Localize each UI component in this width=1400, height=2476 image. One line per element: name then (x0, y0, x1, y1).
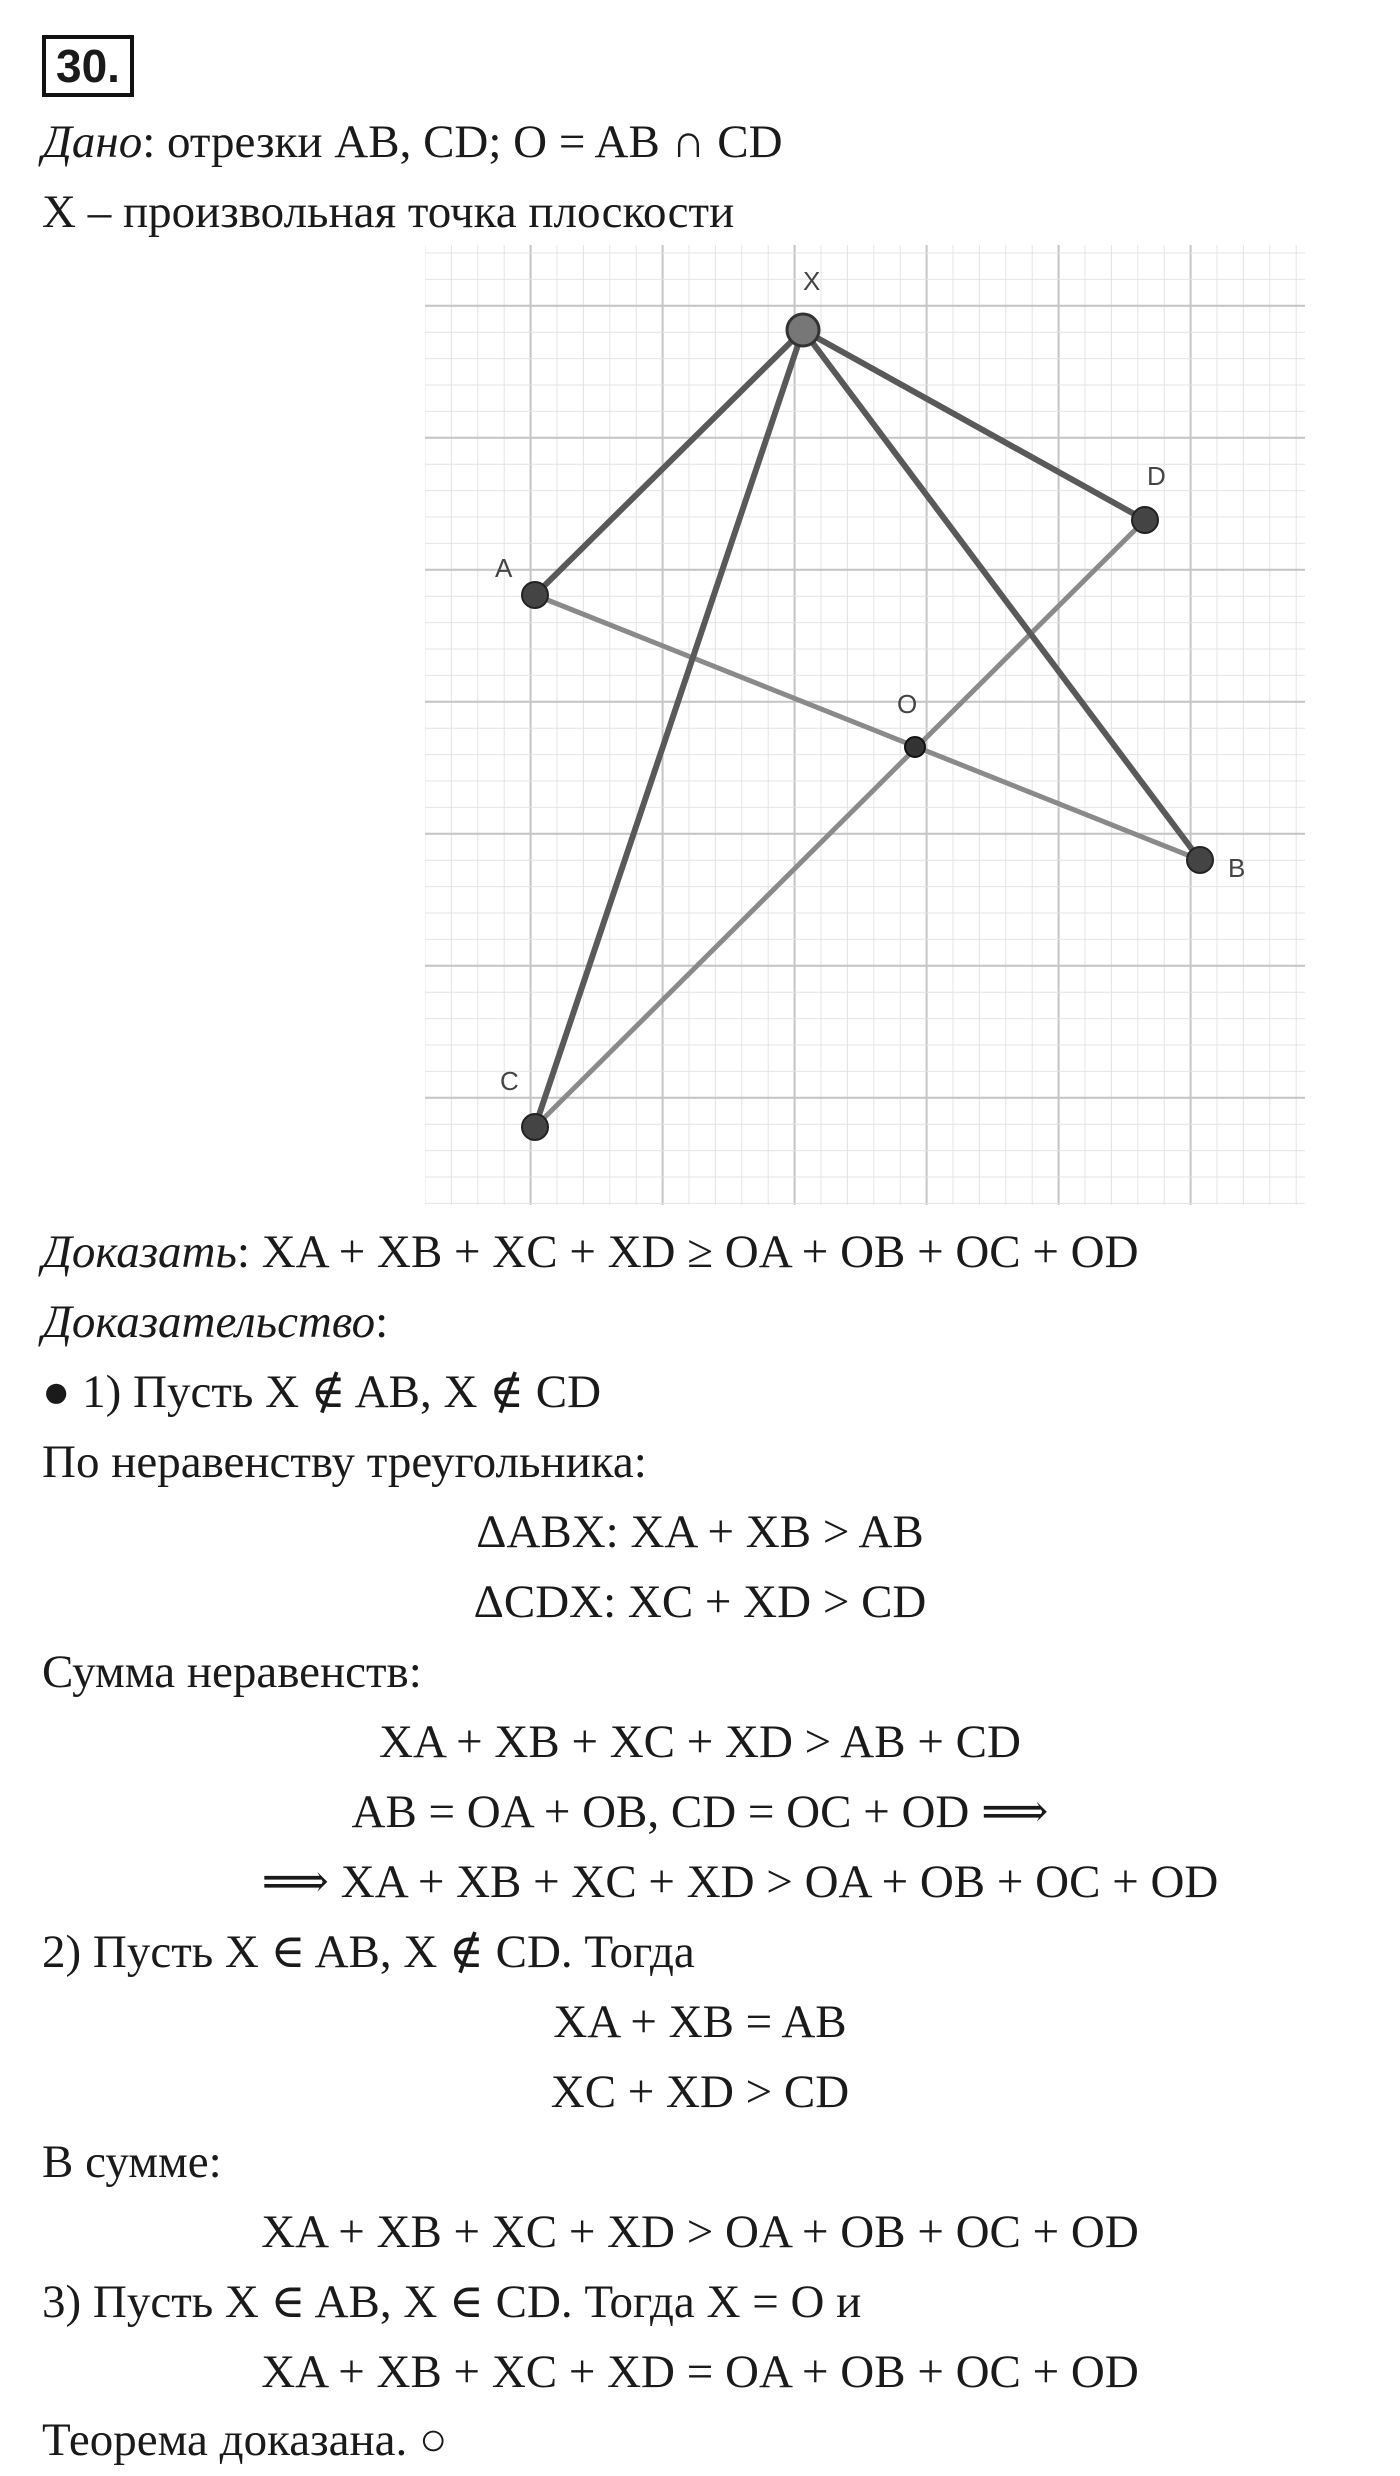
given-line (42, 112, 783, 172)
case-1: ● 1) Пусть X ∉ AB, X ∉ CD (42, 1366, 602, 1418)
in-sum-label: В сумме: (42, 2136, 222, 2188)
proof-colon: : (375, 1296, 389, 1348)
prove-text: : XA + XB + XC + XD ≥ OA + OB + OC + OD (236, 1226, 1139, 1278)
label-o: O (897, 689, 918, 719)
given-text: : отрезки AB, CD; O = AB ∩ CD (142, 116, 783, 168)
case-3-result: XA + XB + XC + XD = OA + OB + OC + OD (261, 2346, 1139, 2398)
point-o (905, 737, 925, 757)
proof-heading (42, 1292, 388, 1352)
label-d: D (1147, 461, 1166, 491)
point-a (522, 582, 548, 608)
point-labels (495, 266, 1245, 1096)
problem-number: 30. (42, 35, 134, 97)
label-b: B (1228, 853, 1246, 883)
conclusion: Теорема доказана. ○ (42, 2414, 448, 2466)
given-label: Дано (42, 116, 143, 168)
case-2-eq: XA + XB = AB (553, 1996, 847, 2048)
label-a: A (495, 553, 513, 583)
label-x: X (803, 266, 821, 296)
case-2-ineq: XC + XD > CD (550, 2066, 850, 2118)
case-3: 3) Пусть X ∈ AB, X ∈ CD. Тогда X = O и (42, 2276, 862, 2328)
point-c (522, 1114, 548, 1140)
point-b (1187, 847, 1213, 873)
geometry-figure (425, 245, 1325, 1225)
case-2: 2) Пусть X ∈ AB, X ∉ CD. Тогда (42, 1926, 695, 1978)
proof-label: Доказательство (42, 1296, 376, 1348)
sum-label: Сумма неравенств: (42, 1646, 422, 1698)
ineq-cdx: ΔCDX: XC + XD > CD (473, 1576, 927, 1628)
point-x (787, 314, 819, 346)
prove-line (42, 1222, 1139, 1282)
sum-3: ⟹ XA + XB + XC + XD > OA + OB + OC + OD (261, 1856, 1219, 1908)
ineq-abx: ΔABX: XA + XB > AB (476, 1506, 924, 1558)
label-c: C (500, 1066, 519, 1096)
sum-1: XA + XB + XC + XD > AB + CD (379, 1716, 1021, 1768)
given-line-2: X – произвольная точка плоскости (42, 186, 735, 238)
segment-cd (535, 520, 1145, 1127)
case-2-result: XA + XB + XC + XD > OA + OB + OC + OD (261, 2206, 1139, 2258)
point-d (1132, 507, 1158, 533)
segment-xa (535, 330, 803, 595)
prove-label: Доказать (42, 1226, 237, 1278)
sum-2: AB = OA + OB, CD = OC + OD ⟹ (351, 1786, 1049, 1838)
triangle-rule: По неравенству треугольника: (42, 1436, 647, 1488)
